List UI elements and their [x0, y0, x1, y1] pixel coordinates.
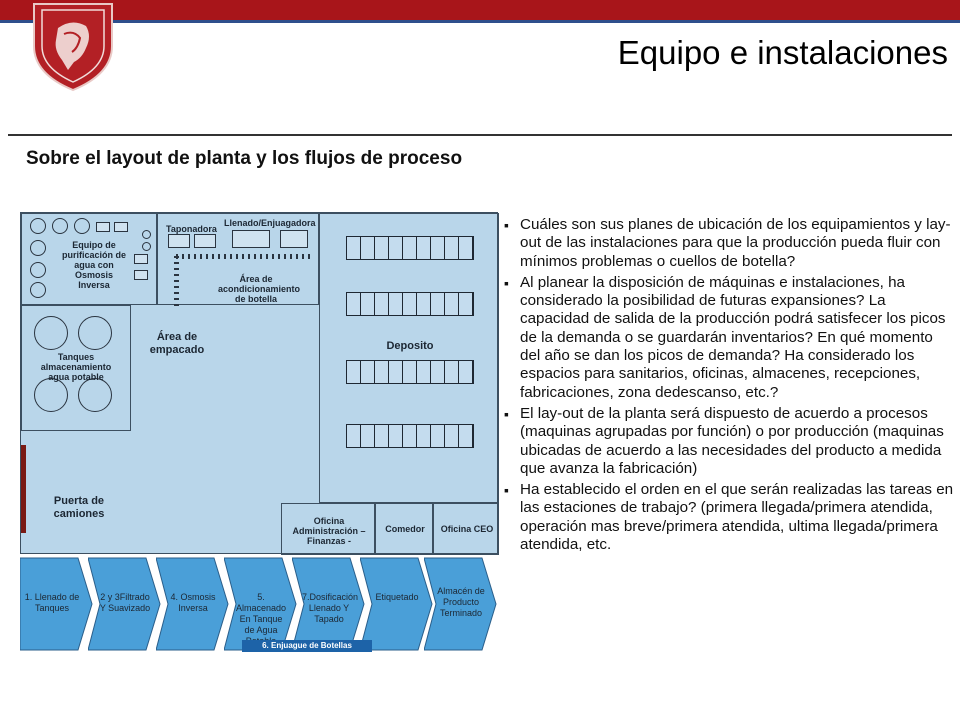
- process-step-label: Almacén de Producto Terminado: [437, 586, 485, 618]
- equipment-box: [134, 270, 148, 280]
- tank-circle: [78, 378, 112, 412]
- storage-rack: [346, 236, 474, 260]
- process-step-label: 1. Llenado de Tanques: [24, 592, 80, 613]
- tank-circle: [30, 218, 46, 234]
- process-step: [360, 556, 434, 652]
- tank-circle: [30, 262, 46, 278]
- process-step: [424, 556, 498, 652]
- tank-circle: [34, 378, 68, 412]
- valve-circle: [142, 242, 151, 251]
- empacado-label: Área de empacado: [149, 331, 205, 356]
- purification-label: Equipo de purificación de agua con Osmosis Inversa: [61, 240, 126, 290]
- question-item: ▪ El lay-out de la planta será dispuesto de acuerdo a procesos (maquinas agrupadas por función) o por producción (maquinas ubicadas de acuerdo a las necesidades del producto a medida que avanza la fabricación): [504, 405, 954, 478]
- process-step: [292, 556, 366, 652]
- divider: [8, 134, 952, 136]
- process-step: [88, 556, 162, 652]
- shield-logo-icon: [28, 0, 118, 92]
- machine-box: [232, 230, 270, 248]
- chevron-shape: [360, 556, 434, 652]
- truck-door: [21, 445, 26, 533]
- machine-box: [194, 234, 216, 248]
- taponadora-label: Taponadora: [166, 224, 217, 234]
- tanques-label: Tanques almacenamiento agua potable: [40, 352, 112, 382]
- purification-room: [21, 213, 157, 305]
- storage-rack: [346, 424, 474, 448]
- process-step: [224, 556, 298, 652]
- llenado-label: Llenado/Enjuagadora: [224, 218, 316, 228]
- storage-rack: [346, 292, 474, 316]
- process-step-label: Etiquetado: [375, 592, 419, 602]
- process-step: [156, 556, 230, 652]
- question-item: ▪ Al planear la disposición de máquinas e instalaciones, ha considerado la posibilidad de futuras expansiones? La capacidad de salida de la producción podrá satisfecer los picos de la demanda o se guardarán inventarios? En qué momento del año se dan los picos de demanda? Ha considerado los espacios para sanitarios, oficinas, almacenes, recepciones, fabricaciones, zona dedescanso, etc.?: [504, 274, 954, 402]
- equipment-box: [96, 222, 110, 232]
- equipment-box: [134, 254, 148, 264]
- process-step: [20, 556, 94, 652]
- question-item: ▪ Ha establecido el orden en el que serán realizadas las tareas en las estaciones de trabajo? (primera llegada/primera atendida, operación mas breve/primera atendida, ultima llegada/primera atendida, etc.: [504, 481, 954, 554]
- top-banner: [0, 0, 960, 23]
- tank-circle: [52, 218, 68, 234]
- oficina-ceo-label: Oficina CEO: [440, 524, 494, 534]
- process-step-label: 7.Dosificación Llenado Y Tapado: [302, 592, 359, 624]
- tank-circle: [30, 282, 46, 298]
- comedor-label: Comedor: [385, 524, 425, 534]
- process-step-label: 5. Almacenado En Tanque de Agua: [235, 592, 287, 635]
- tank-circle: [34, 316, 68, 350]
- process-step-label: 4. Osmosis Inversa: [170, 592, 216, 613]
- process-flow: [20, 556, 498, 652]
- question-list: [504, 216, 954, 557]
- deposito-room: [319, 213, 499, 503]
- storage-rack: [346, 360, 474, 384]
- comedor-room: [375, 503, 433, 555]
- diagram-title: Sobre el layout de planta y los flujos de proceso: [26, 148, 463, 169]
- tank-circle: [74, 218, 90, 234]
- puerta-label: Puerta de camiones: [53, 495, 105, 520]
- rinse-banner: 6. Enjuague de Botellas: [242, 640, 372, 652]
- slide-title: Equipo e instalaciones: [617, 34, 948, 71]
- conveyor: [174, 254, 179, 306]
- valve-circle: [142, 230, 151, 239]
- tanks-room: [21, 305, 131, 431]
- filling-room: [157, 213, 319, 305]
- plant-layout-diagram: [20, 212, 498, 554]
- equipment-box: [114, 222, 128, 232]
- tank-circle: [78, 316, 112, 350]
- oficina-admin-label: Oficina Administración – Finanzas -: [292, 516, 366, 546]
- acondicionamiento-label: Área de acondicionamiento de botella: [218, 274, 301, 304]
- machine-box: [280, 230, 308, 248]
- process-step-label: 2 y 3Filtrado Y Suavizado: [99, 592, 151, 613]
- question-item: ▪ Cuáles son sus planes de ubicación de los equipamientos y lay-out de las instalaciones para que la producción pueda fluir con mínimos problemas o cuellos de botella?: [504, 216, 954, 271]
- deposito-label: Deposito: [386, 340, 434, 352]
- ceo-office: [433, 503, 499, 555]
- machine-box: [168, 234, 190, 248]
- conveyor: [176, 254, 312, 259]
- admin-office: [281, 503, 375, 555]
- tank-circle: [30, 240, 46, 256]
